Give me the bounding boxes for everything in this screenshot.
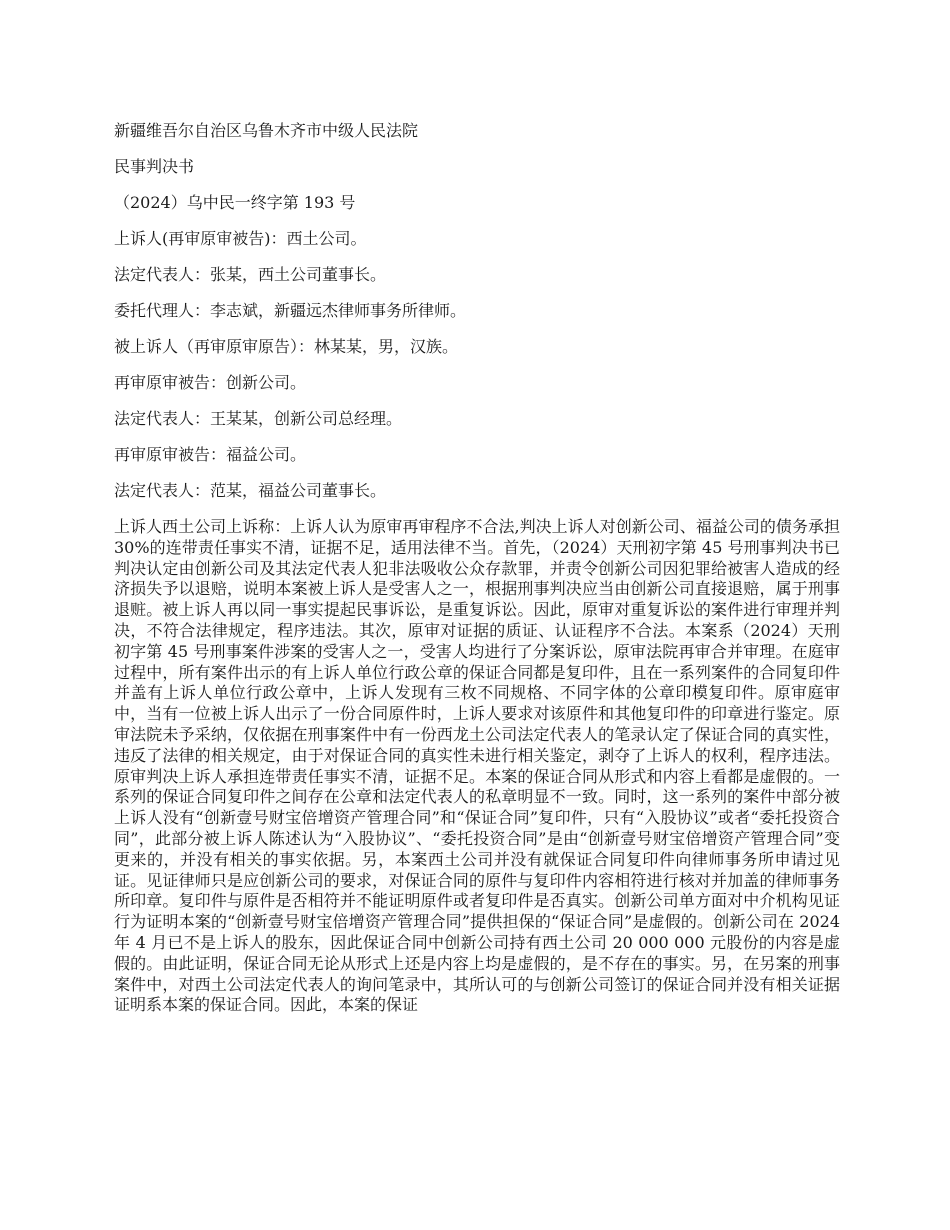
judgment-document <box>114 121 840 1016</box>
party-retrial-defendant-2: 再审原审被告：福益公司。 <box>114 445 307 464</box>
party-retrial-defendant-1: 再审原审被告：创新公司。 <box>114 373 307 392</box>
court-name: 新疆维吾尔自治区乌鲁木齐市中级人民法院 <box>114 121 419 140</box>
party-retrial-defendant-1-representative: 法定代表人：王某某，创新公司总经理。 <box>114 409 403 428</box>
party-retrial-defendant-2-representative: 法定代表人：范某，福益公司董事长。 <box>114 481 387 500</box>
party-appellant-representative: 法定代表人：张某，西土公司董事长。 <box>114 265 387 284</box>
case-number: （2024）乌中民一终字第 193 号 <box>114 193 356 212</box>
appeal-statement-paragraph: 上诉人西土公司上诉称：上诉人认为原审再审程序不合法,判决上诉人对创新公司、福益公司的债务承担 30%的连带责任事实不清，证据不足，适用法律不当。首先，（2024）天刑初字第 45 号刑事判决书已判决认定由创新公司及其法定代表人犯非法吸收公众存款罪，并责令创新公司因犯罪给被害人造成的经济损失予以退赔，说明本案被上诉人是受害人之一，根据刑事判决应当由创新公司直接退赔，属于刑事退赃。被上诉人再以同一事实提起民事诉讼，是重复诉讼。因此，原审对重复诉讼的案件进行审理并判决，不符合法律规定，程序违法。其次，原审对证据的质证、认证程序不合法。本案系（2024）天刑初字第 45 号刑事案件涉案的受害人之一，受害人均进行了分案诉讼，原审法院再审合并审理。在庭审过程中，所有案件出示的有上诉人单位行政公章的保证合同都是复印件，且在一系列案件的合同复印件并盖有上诉人单位行政公章中，上诉人发现有三枚不同规格、不同字体的公章印模复印件。原审庭审中，当有一位被上诉人出示了一份合同原件时，上诉人要求对该原件和其他复印件的印章进行鉴定。原审法院未予采纳，仅依据在刑事案件中有一份西龙土公司法定代表人的笔录认定了保证合同的真实性，违反了法律的相关规定，由于对保证合同的真实性未进行相关鉴定，剥夺了上诉人的权利，程序违法。原审判决上诉人承担连带责任事实不清，证据不足。本案的保证合同从形式和内容上看都是虚假的。一系列的保证合同复印件之间存在公章和法定代表人的私章明显不一致。同时，这一系列的案件中部分被上诉人没有“创新壹号财宝倍增资产管理合同”和“保证合同”复印件，只有“入股协议”或者“委托投资合同”，此部分被上诉人陈述认为“入股协议”、“委托投资合同”是由“创新壹号财宝倍增资产管理合同”变更来的，并没有相关的事实依据。另，本案西土公司并没有就保证合同复印件向律师事务所申请过见证。见证律师只是应创新公司的要求，对保证合同的原件与复印件内容相符进行核对并加盖的律师事务所印章。复印件与原件是否相符并不能证明原件或者复印件是否真实。创新公司单方面对中介机构见证行为证明本案的“创新壹号财宝倍增资产管理合同”提供担保的“保证合同”是虚假的。创新公司在 2024 年 4 月已不是上诉人的股东，因此保证合同中创新公司持有西土公司 20 000 000 元股份的内容是虚假的。由此证明，保证合同无论从形式上还是内容上均是虚假的，是不存在的事实。另，在另案的刑事案件中，对西土公司法定代表人的询问笔录中，其所认可的与创新公司签订的保证合同并没有相关证据证明系本案的保证合同。因此，本案的保证 <box>114 517 840 1015</box>
party-appellant: 上诉人(再审原审被告)：西土公司。 <box>114 229 367 248</box>
document-type: 民事判决书 <box>114 157 195 176</box>
party-appellee: 被上诉人（再审原审原告）：林某某，男，汉族。 <box>114 337 459 356</box>
party-appellant-agent: 委托代理人：李志斌，新疆远杰律师事务所律师。 <box>114 301 467 320</box>
